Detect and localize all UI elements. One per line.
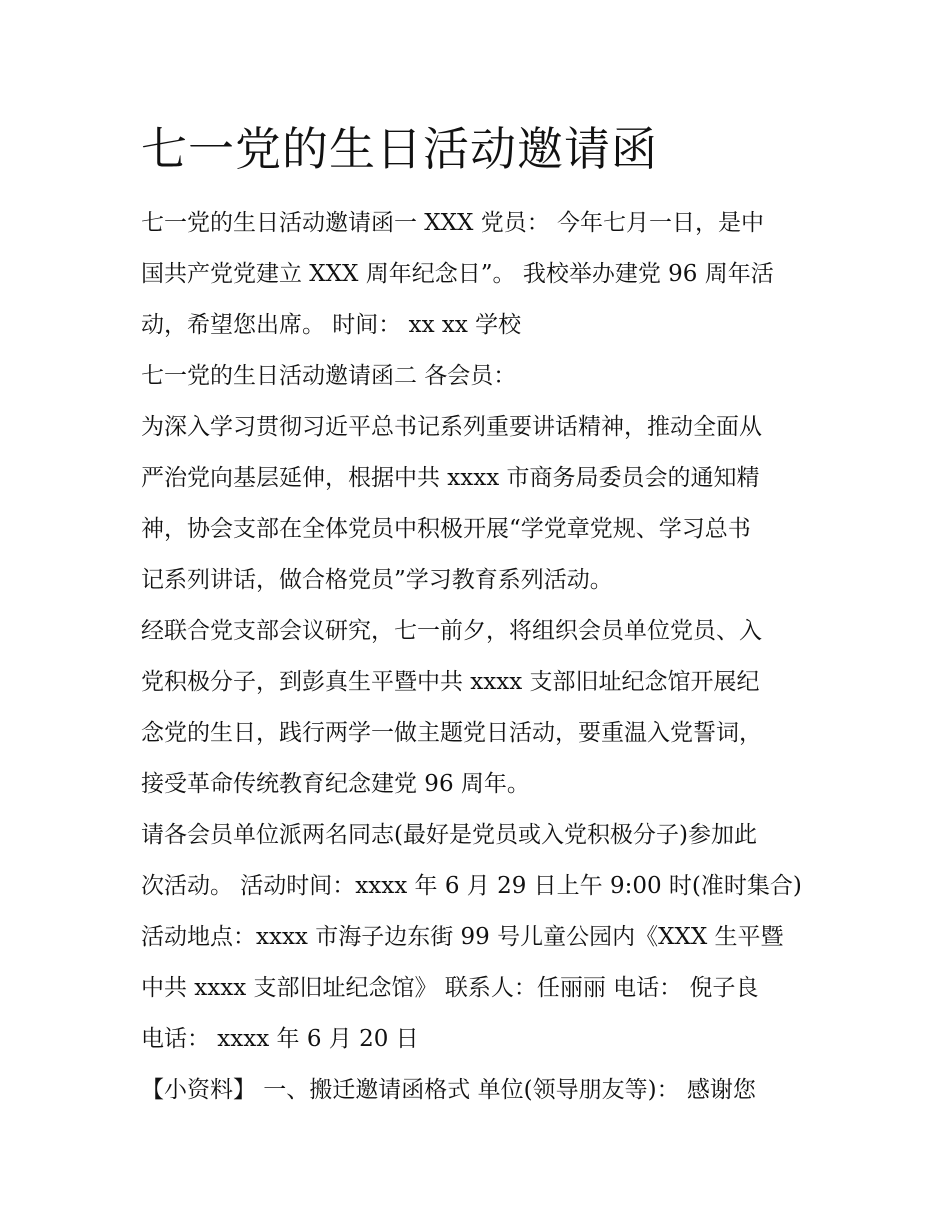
- text-line: 【小资料】 一、搬迁邀请函格式 单位(领导朋友等)： 感谢您: [141, 1077, 756, 1103]
- text-line: 动，希望您出席。 时间： xx xx 学校: [141, 312, 522, 338]
- text-line: 神，协会支部在全体党员中积极开展“学党章党规、学习总书: [141, 516, 751, 542]
- document-body: [141, 118, 821, 1116]
- text-line: 接受革命传统教育纪念建党 96 周年。: [141, 771, 530, 797]
- text-line: 念党的生日，践行两学一做主题党日活动，要重温入党誓词，: [141, 720, 762, 746]
- text-line: 严治党向基层延伸，根据中共 xxxx 市商务局委员会的通知精: [141, 465, 760, 491]
- text-line: 次活动。 活动时间：xxxx 年 6 月 29 日上午 9:00 时(准时集合): [141, 873, 802, 899]
- text-line: 党积极分子，到彭真生平暨中共 xxxx 支部旧址纪念馆开展纪: [141, 669, 760, 695]
- text-line: 活动地点：xxxx 市海子边东街 99 号儿童公园内《XXX 生平暨: [141, 924, 784, 950]
- text-line: 七一党的生日活动邀请函二 各会员：: [141, 363, 517, 389]
- text-line: 电话： xxxx 年 6 月 20 日: [141, 1026, 419, 1052]
- text-line: 中共 xxxx 支部旧址纪念馆》 联系人：任丽丽 电话： 倪子良: [141, 975, 759, 1001]
- document-title: 七一党的生日活动邀请函: [141, 122, 658, 176]
- text-line: 国共产党党建立 XXX 周年纪念日”。 我校举办建党 96 周年活: [141, 261, 774, 287]
- text-line: 请各会员单位派两名同志(最好是党员或入党积极分子)参加此: [141, 822, 757, 848]
- text-line: 七一党的生日活动邀请函一 XXX 党员： 今年七月一日，是中: [141, 210, 765, 236]
- text-line: 为深入学习贯彻习近平总书记系列重要讲话精神，推动全面从: [141, 414, 762, 440]
- text-line: 经联合党支部会议研究，七一前夕，将组织会员单位党员、入: [141, 618, 762, 644]
- text-line: 记系列讲话，做合格党员”学习教育系列活动。: [141, 567, 613, 593]
